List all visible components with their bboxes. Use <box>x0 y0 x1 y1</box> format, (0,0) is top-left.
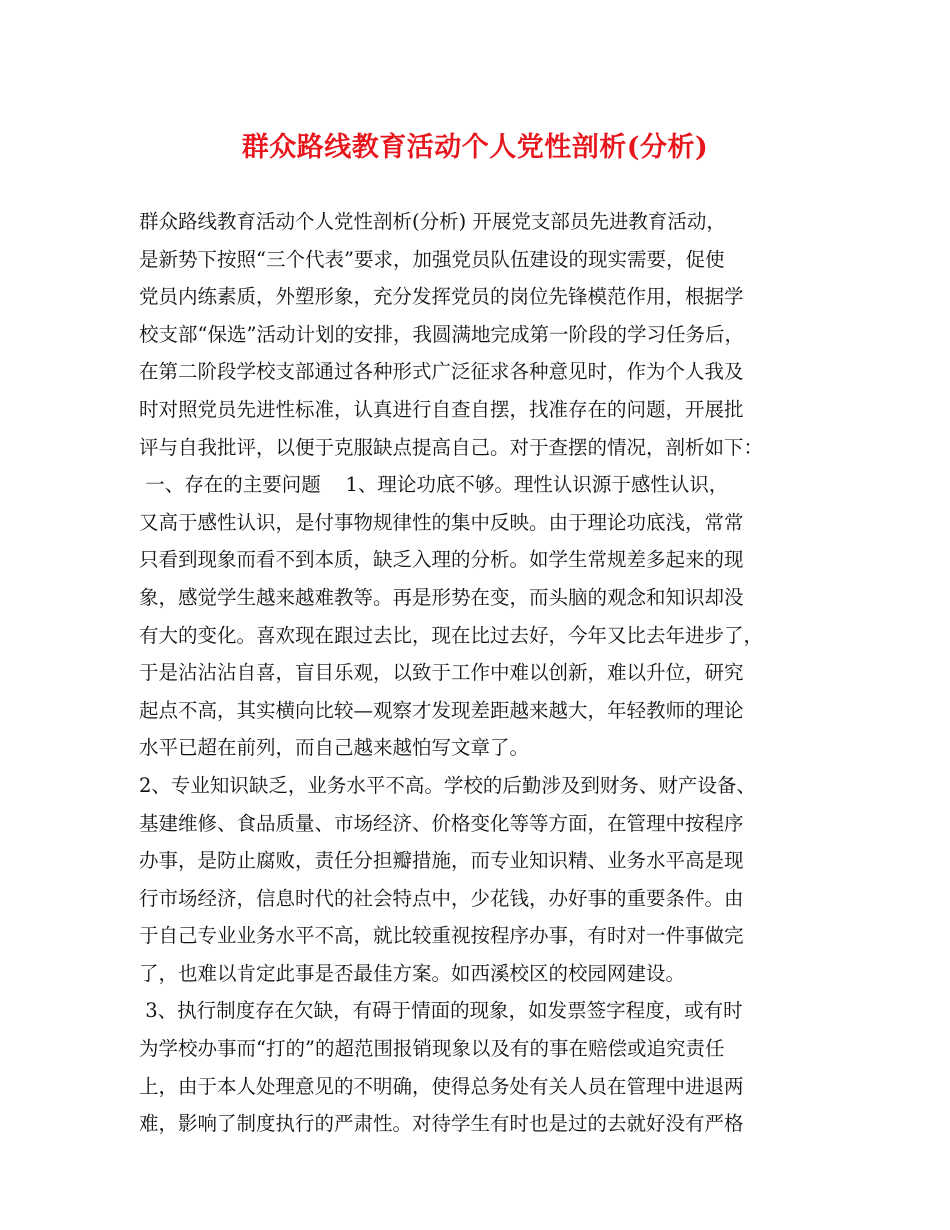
body-text-line: 基建维修、食品质量、市场经济、价格变化等等方面，在管理中按程序 <box>139 811 744 835</box>
body-text-line: 难，影响了制度执行的严肃性。对待学生有时也是过的去就好没有严格 <box>139 1112 744 1136</box>
body-text-line: 有大的变化。喜欢现在跟过去比，现在比过去好，今年又比去年进步了， <box>139 623 764 647</box>
body-text-line: 党员内练素质，外塑形象，充分发挥党员的岗位先锋模范作用，根据学 <box>139 285 744 309</box>
body-text-line: 办事，是防止腐败，责任分担瓣措施，而专业知识精、业务水平高是现 <box>139 849 744 873</box>
body-text-line: 只看到现象而看不到本质，缺乏入理的分析。如学生常规差多起来的现 <box>139 548 744 572</box>
body-text-line: 象，感觉学生越来越难教等。再是形势在变，而头脑的观念和知识却没 <box>139 585 744 609</box>
body-text-line: 起点不高，其实横向比较—观察才发现差距越来越大，年轻教师的理论 <box>139 698 744 722</box>
document-title: 群众路线教育活动个人党性剖析(分析) <box>241 132 709 163</box>
body-text-line: 又高于感性认识，是付事物规律性的集中反映。由于理论功底浅，常常 <box>139 510 744 534</box>
body-text-line: 上，由于本人处理意见的不明确，使得总务处有关人员在管理中进退两 <box>139 1074 744 1098</box>
body-text-line: 一、存在的主要问题 1、理论功底不够。理性认识源于感性认识， <box>139 473 729 497</box>
body-text-line: 群众路线教育活动个人党性剖析(分析) 开展党支部员先进教育活动， <box>139 210 726 233</box>
body-text-line: 校支部“保选”活动计划的安排，我圆满地完成第一阶段的学习任务后， <box>139 322 744 346</box>
document-body <box>139 203 839 1143</box>
body-text-line: 于是沾沾沾自喜，盲目乐观，以致于工作中难以创新，难以升位，研究 <box>139 661 744 685</box>
body-text-line: 2、专业知识缺乏，业务水平不高。学校的后勤涉及到财务、财产设备、 <box>139 773 756 797</box>
body-text-line: 是新势下按照“三个代表”要求，加强党员队伍建设的现实需要，促使 <box>139 247 725 271</box>
body-text-line: 为学校办事而“打的”的超范围报销现象以及有的事在赔偿或追究责任 <box>139 1037 725 1061</box>
body-text-line: 时对照党员先进性标准，认真进行自查自摆，找准存在的问题，开展批 <box>139 397 744 421</box>
body-text-line: 行市场经济，信息时代的社会特点中，少花钱，办好事的重要条件。由 <box>139 886 744 910</box>
body-text-line: 在第二阶段学校支部通过各种形式广泛征求各种意见时，作为个人我及 <box>139 360 744 384</box>
body-text-line: 3、执行制度存在欠缺，有碍于情面的现象，如发票签字程度，或有时 <box>139 999 743 1023</box>
body-text-line: 水平已超在前列，而自己越来越怕写文章了。 <box>139 736 530 760</box>
body-text-line: 评与自我批评，以便于克服缺点提高自己。对于查摆的情况，剖析如下： <box>139 435 764 459</box>
body-text-line: 了，也难以肯定此事是否最佳方案。如西溪校区的校园网建设。 <box>139 961 686 985</box>
body-text-line: 于自己专业业务水平不高，就比较重视按程序办事，有时对一件事做完 <box>139 924 744 948</box>
